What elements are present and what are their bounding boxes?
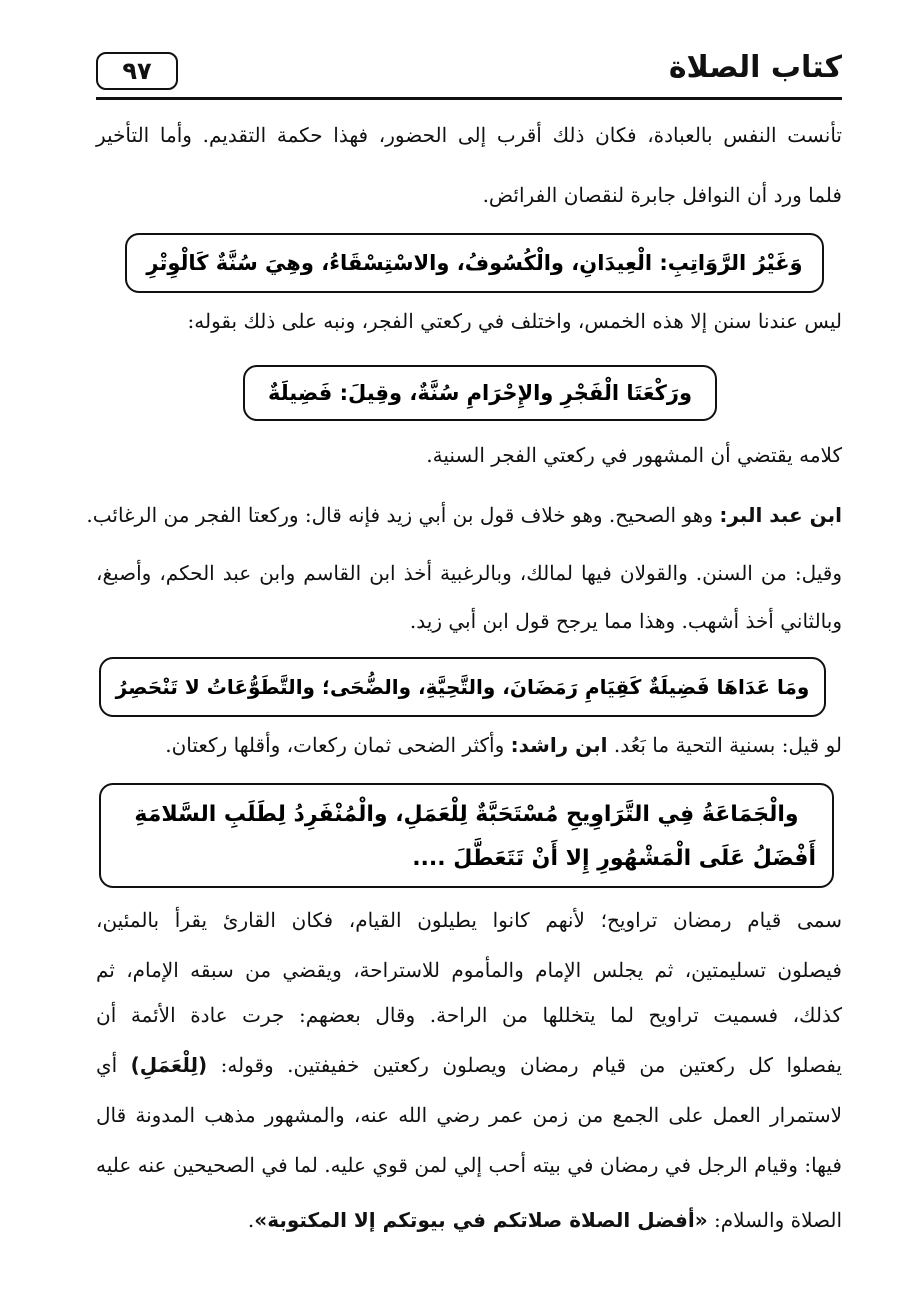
para6-line4-text-1: يفصلوا كل ركعتين من قيام رمضان ويصلون ركعتين خفيفتين. وقوله: <box>207 1053 842 1077</box>
para3-line1: كلامه يقتضي أن المشهور في ركعتي الفجر السنية. <box>426 443 842 467</box>
book-title: كتاب الصلاة <box>668 50 842 85</box>
author-ibn-abd-al-barr: ابن عبد البر: <box>719 503 842 527</box>
matn-box-4 <box>99 783 834 888</box>
para4-line2: وقيل: من السنن. والقولان فيها لمالك، وبالرغبية أخذ ابن القاسم وابن عبد الحكم، وأصبغ، <box>96 561 842 585</box>
para6-line1: سمى قيام رمضان تراويح؛ لأنهم كانوا يطيلون القيام، فكان القارئ يقرأ بالمئين، <box>96 908 842 932</box>
para4-line3: وبالثاني أخذ أشهب. وهذا مما يرجح قول ابن أبي زيد. <box>409 609 842 633</box>
para5-line1 <box>96 730 842 760</box>
matn-box-4-line2: أَفْضَلُ عَلَى الْمَشْهُورِ إِلا أَنْ تَتَعَطَّلَ .... <box>412 846 816 871</box>
matn-box-1: وَغَيْرُ الرَّوَاتِبِ: الْعِيدَانِ، والْكُسُوفُ، والاسْتِسْقَاءُ، وهِيَ سُنَّةٌ كَالْوِتْرِ <box>125 233 824 293</box>
para6-line4-text-2: أي <box>96 1053 131 1077</box>
page-number: ٩٧ <box>96 52 178 90</box>
para1-line1: تأنست النفس بالعبادة، فكان ذلك أقرب إلى الحضور، فهذا حكمة التقديم. وأما التأخير <box>96 123 842 147</box>
para6-line6: فيها: وقيام الرجل في رمضان في بيته أحب إلي لمن قوي عليه. لما في الصحيحين عنه عليه <box>96 1153 842 1177</box>
para6-line7 <box>96 1205 842 1235</box>
hadith-quote: «أفضل الصلاة صلاتكم في بيوتكم إلا المكتوبة» <box>254 1208 708 1232</box>
para2-line1: ليس عندنا سنن إلا هذه الخمس، واختلف في ركعتي الفجر، ونبه على ذلك بقوله: <box>187 309 842 333</box>
para6-line2: فيصلون تسليمتين، ثم يجلس الإمام والمأموم للاستراحة، ويقضي من سبقه الإمام، ثم <box>96 958 842 982</box>
para5-text-1: لو قيل: بسنية التحية ما بَعُد. <box>607 733 842 757</box>
para1-line2: فلما ورد أن النوافل جابرة لنقصان الفرائض. <box>482 183 842 207</box>
matn-box-4-line1: والْجَمَاعَةُ فِي التَّرَاوِيحِ مُسْتَحَبَّةٌ لِلْعَمَلِ، والْمُنْفَرِدُ لِطَلَبِ السَّلامَةِ <box>134 802 799 827</box>
para6-line5: لاستمرار العمل على الجمع من زمن عمر رضي الله عنه، والمشهور مذهب المدونة قال <box>96 1103 842 1127</box>
para4-line1-text: وهو الصحيح. وهو خلاف قول بن أبي زيد فإنه قال: وركعتا الفجر من الرغائب. <box>86 503 720 527</box>
para6-line7-text-1: الصلاة والسلام: <box>707 1208 842 1232</box>
header-rule <box>96 97 842 100</box>
page-header <box>96 38 842 100</box>
para4-line1 <box>86 500 842 530</box>
para6-line7-text-2: . <box>247 1208 255 1232</box>
para6-line3: كذلك، فسميت تراويح لما يتخللها من الراحة. وقال بعضهم: جرت عادة الأئمة أن <box>96 1003 842 1027</box>
matn-box-2: ورَكْعَتَا الْفَجْرِ والإِحْرَامِ سُنَّةٌ، وقِيلَ: فَضِيلَةٌ <box>243 365 717 421</box>
quoted-word: (لِلْعَمَلِ) <box>130 1053 208 1077</box>
para6-line4 <box>96 1050 842 1080</box>
para5-text-2: وأكثر الضحى ثمان ركعات، وأقلها ركعتان. <box>165 733 511 757</box>
author-ibn-rashid: ابن راشد: <box>510 733 608 757</box>
matn-box-3: ومَا عَدَاهَا فَضِيلَةٌ كَقِيَامِ رَمَضَانَ، والتَّحِيَّةِ، والضُّحَى؛ والتَّطَوُّعَاتُ لا تَنْحَصِرُ <box>99 657 826 717</box>
